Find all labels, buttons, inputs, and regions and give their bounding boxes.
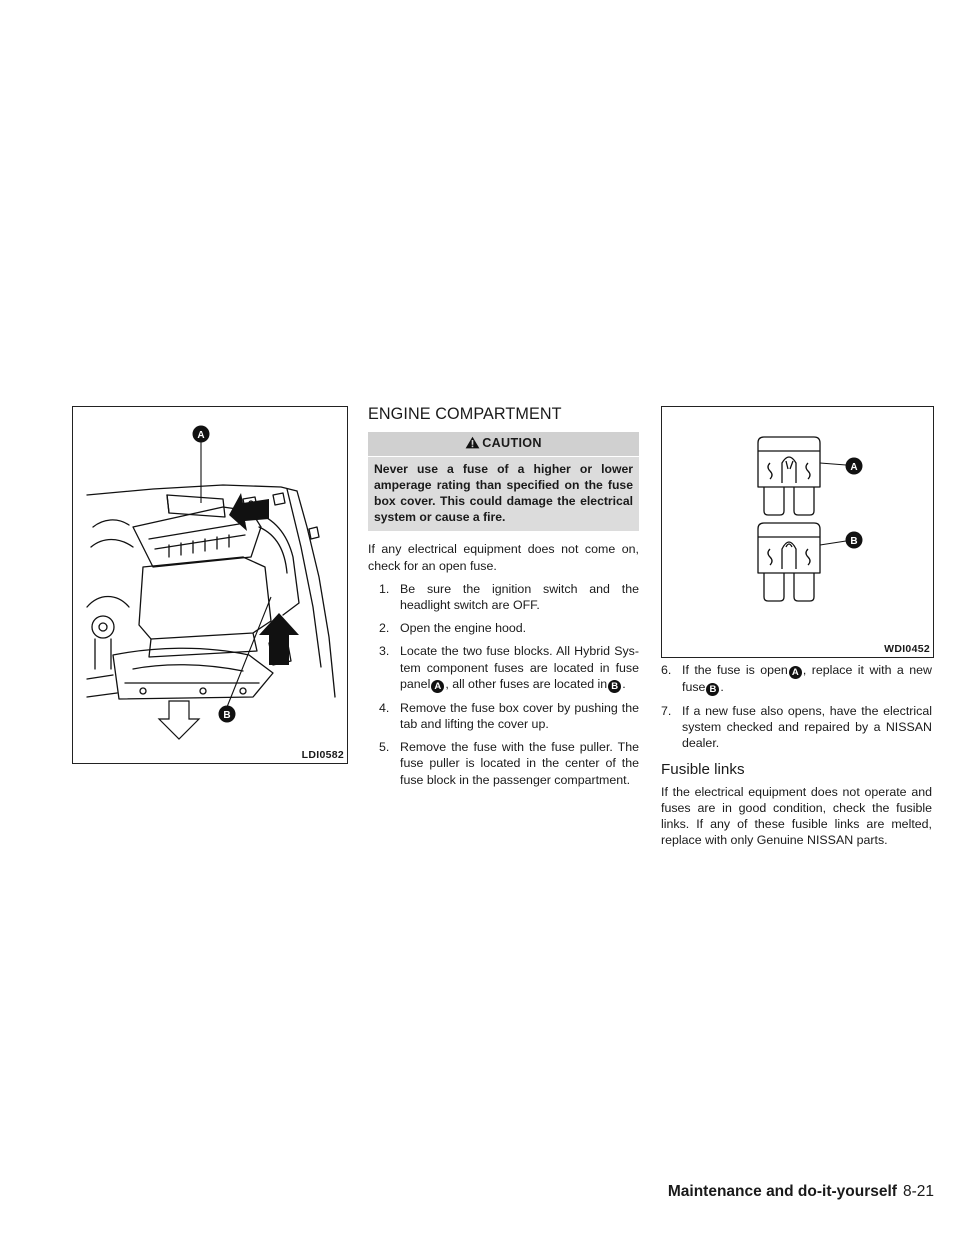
- fuse-figure: [661, 406, 934, 658]
- figure-code: LDI0582: [301, 749, 344, 761]
- list-item: 4. Remove the fuse box cover by pushing the tab and lifting the cover up.: [379, 700, 639, 732]
- caution-box: [368, 432, 639, 531]
- figure-code: WDI0452: [884, 643, 930, 655]
- callout-b-label: B: [850, 536, 858, 547]
- callout-b-marker: B: [608, 680, 621, 693]
- list-item: 3. Locate the two fuse blocks. All Hybrid Sys-tem component fuses are located in fuse panel A , all other fuses are located in B .: [379, 644, 639, 692]
- footer-title: Maintenance and do-it-yourself: [667, 1183, 897, 1200]
- callout-b-label: B: [223, 710, 231, 721]
- steps-list: [368, 581, 639, 788]
- fuse-illustration: [662, 407, 933, 657]
- callout-a-label: A: [197, 430, 205, 441]
- callout-b-marker: B: [706, 683, 719, 696]
- caution-header: [368, 432, 639, 457]
- main-column: [368, 404, 639, 795]
- engine-compartment-illustration: [73, 407, 347, 763]
- caution-title: CAUTION: [482, 436, 542, 450]
- list-item: 2. Open the engine hood.: [379, 621, 527, 636]
- section-title: ENGINE COMPARTMENT: [368, 405, 562, 423]
- callout-a-label: A: [850, 462, 858, 473]
- engine-compartment-figure: [72, 406, 348, 764]
- page-number: 8-21: [902, 1183, 934, 1200]
- front-direction-arrow-icon: [159, 701, 199, 739]
- intro-paragraph: If any electrical equipment does not come on, check for an open fuse.: [368, 542, 639, 573]
- list-item: 6. If the fuse is open A , replace it with a new fuse B .: [661, 663, 932, 695]
- page-footer: [668, 1183, 934, 1201]
- caution-text: Never use a fuse of a higher or lower amperage rating than specified on the fuse box cover. This could damage the electrical system or cause a fire.: [374, 462, 633, 524]
- right-column: [661, 662, 932, 855]
- list-item: 7. If a new fuse also opens, have the electrical system checked and repaired by a NISSAN dealer.: [661, 704, 932, 751]
- warning-triangle-icon: [465, 436, 480, 453]
- callout-a-marker: A: [789, 666, 802, 679]
- steps-list-continued: [661, 662, 932, 752]
- subsection-title: Fusible links: [661, 760, 745, 778]
- list-item: 5. Remove the fuse with the fuse puller. The fuse puller is located in the center of the fuse block in the passenger compartment.: [379, 740, 639, 787]
- arrow-icon: [259, 613, 299, 665]
- list-item: 1. Be sure the ignition switch and the headlight switch are OFF.: [379, 581, 639, 612]
- fusible-links-paragraph: If the electrical equipment does not operate and fuses are in good condition, check the fusible links. If any of these fusible links are melted, replace with only Genuine NISSAN parts.: [661, 784, 932, 848]
- callout-a-marker: A: [431, 680, 444, 693]
